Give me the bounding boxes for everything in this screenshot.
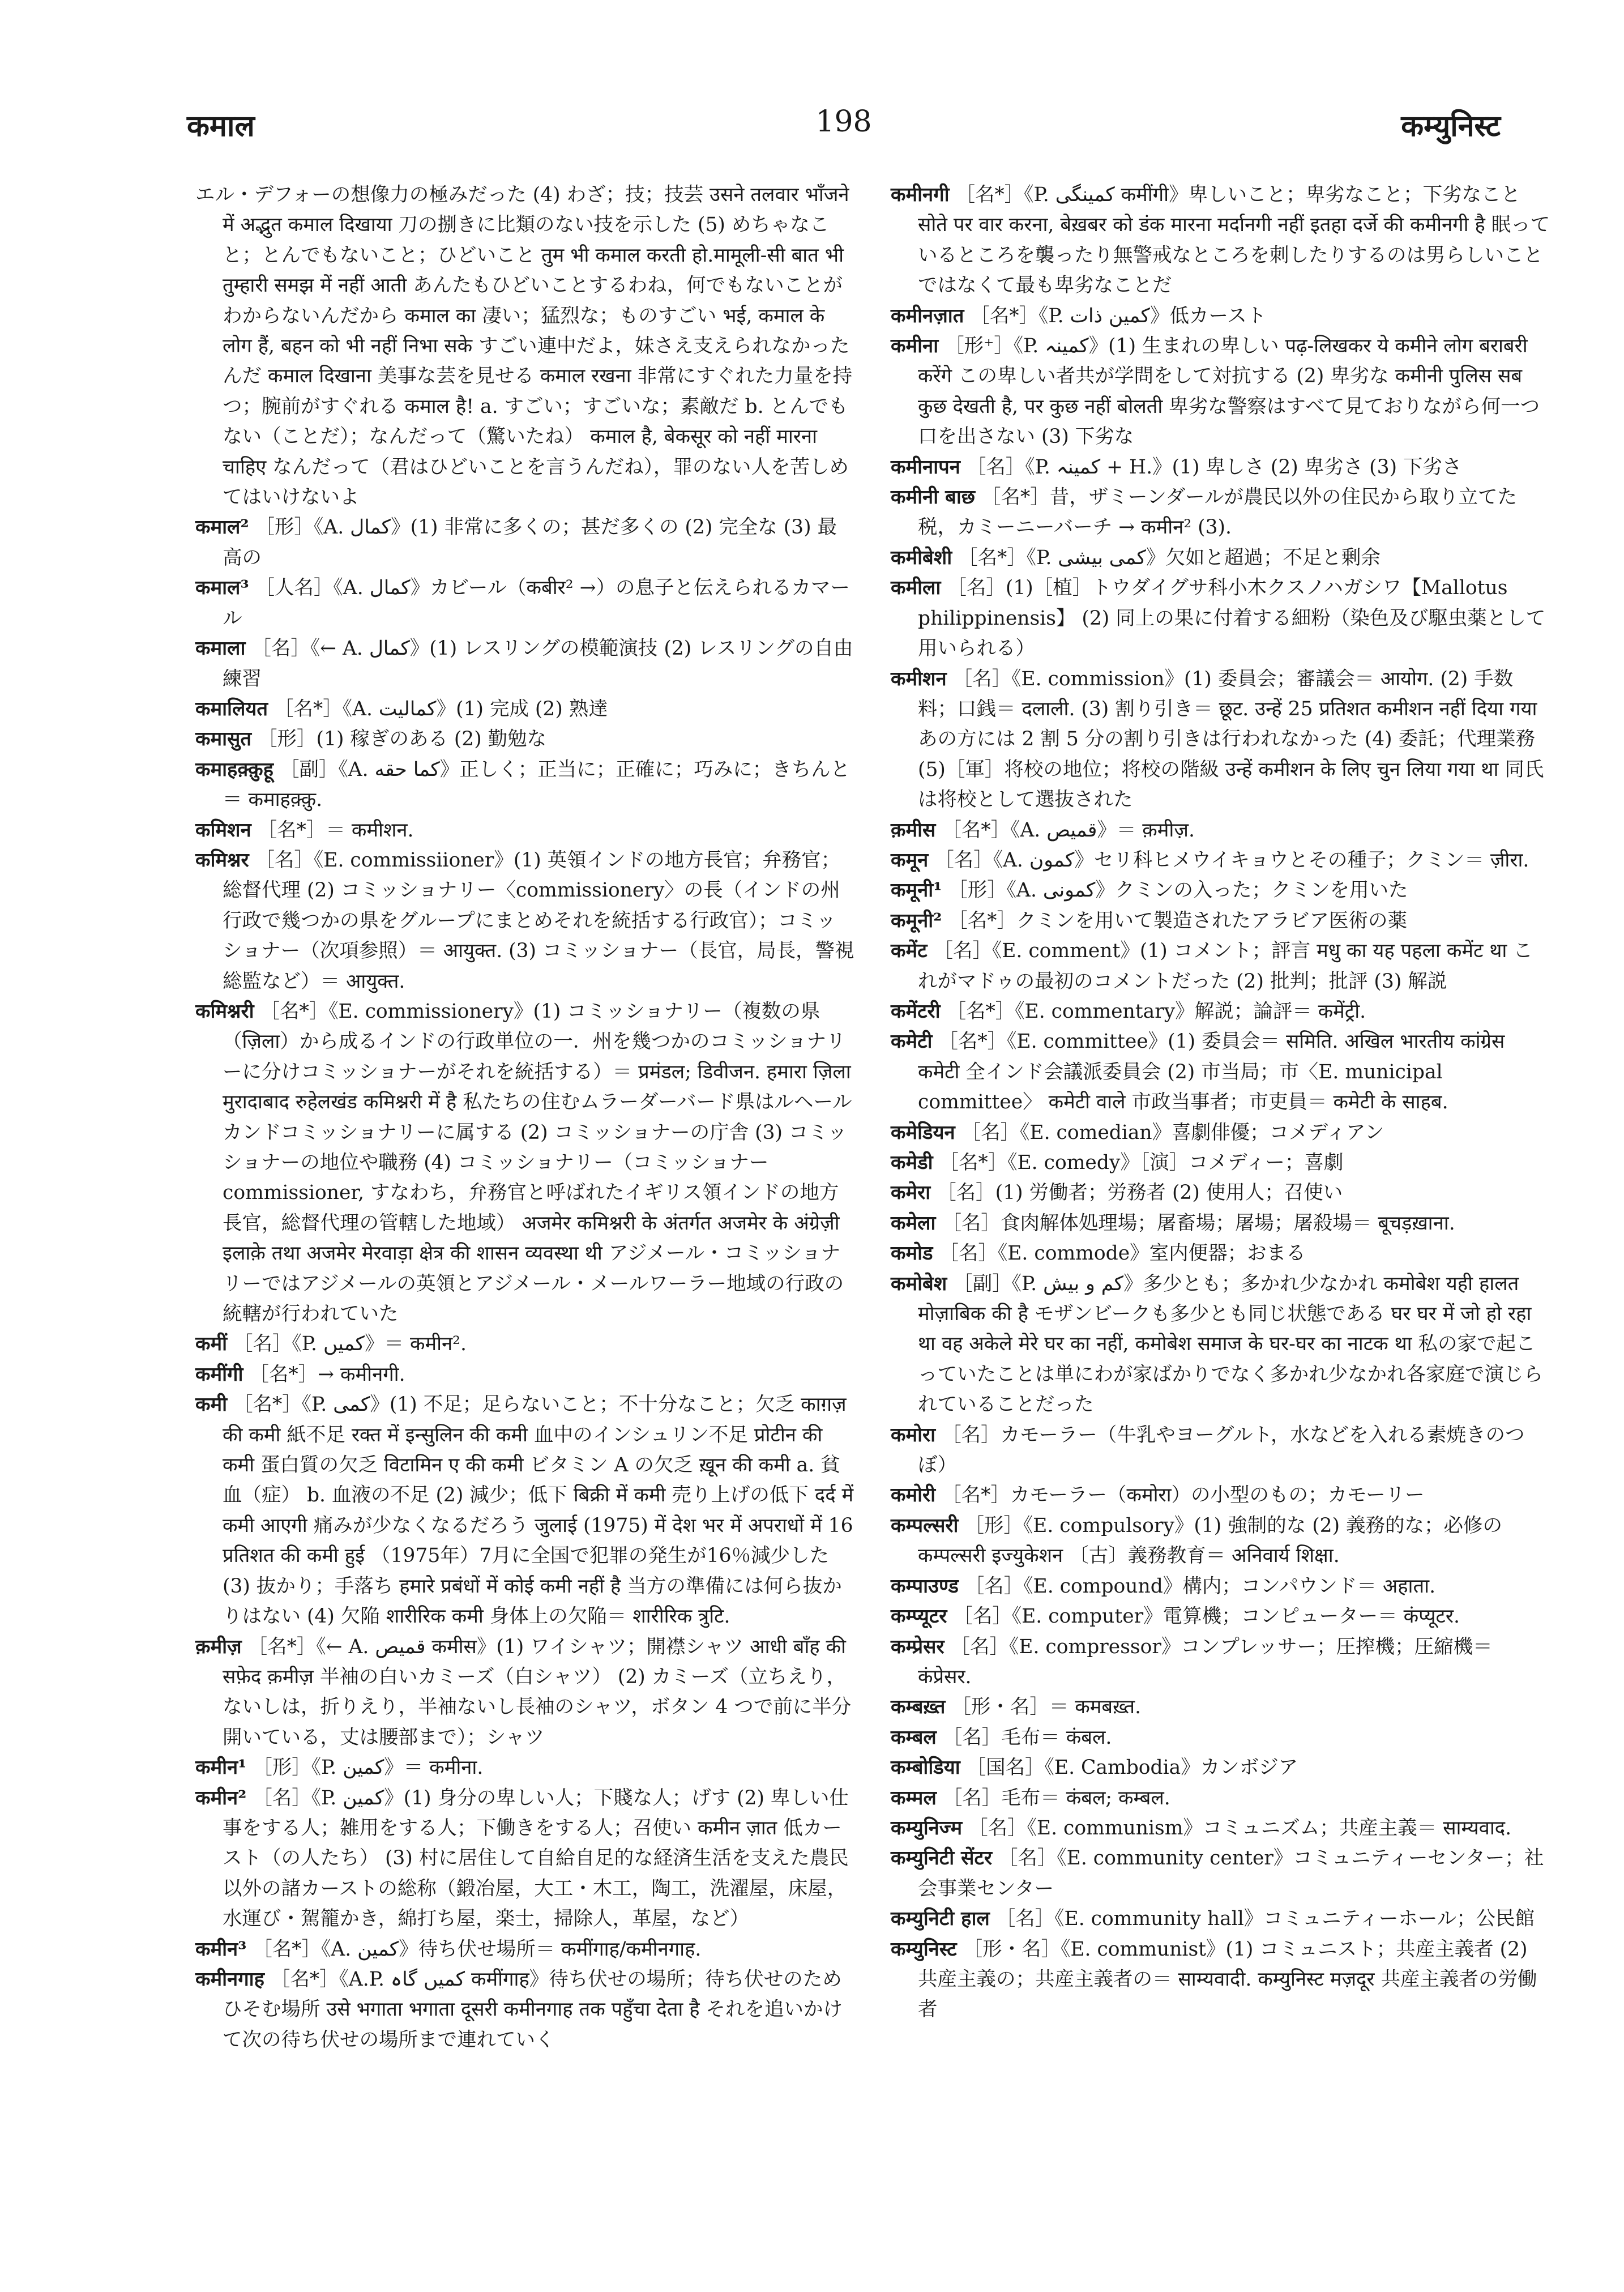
dictionary-entry [195, 694, 855, 724]
entry-definition: ［名*］《P. کمی بیشی》欠如と超過；不足と剰余 [958, 546, 1381, 569]
entry-definition: ［人名］《A. کمال》カビール（कबीर² →）の息子と伝えられるカマール [223, 577, 850, 630]
dictionary-entry [891, 1148, 1550, 1178]
entry-definition: ［名］《E. commission》(1) 委員会；審議会＝ आयोग. (2) 手数料；口銭＝ दलाली. (3) 割り引き＝ छूट. उन्हें 25 प्रतिशत कमीशन नहीं दिया गया あの方には 2 割 5 分の割り引きは行われなかった (4) 委託；代理業務 (5)［軍］将校の地位；将校の階級 उन्हें कमीशन के लिए चुन लिया गया था 同氏は将校として選抜された [918, 667, 1544, 812]
entry-headword: कम्प्यूटर [891, 1605, 947, 1628]
dictionary-entry [195, 1783, 855, 1935]
entry-headword: कमाल³ [195, 577, 249, 600]
entry-headword: कमेंट [891, 940, 928, 963]
entry-definition: ［名*］カモーラー（कमोरा）の小型のもの；カモーリー [942, 1484, 1425, 1507]
left-column [195, 180, 855, 2055]
entry-definition: ［名］《E. compressor》コンプレッサー；圧搾機；圧縮機＝ कंप्रेसर. [918, 1635, 1493, 1688]
entry-headword: क़मीज़ [195, 1635, 242, 1658]
entry-headword: कमीनापन [891, 455, 960, 479]
entry-definition: ［副］《A. کما حقه》正しく；正当に；正確に；巧みに；きちんと＝ कमाहक़्क़ु. [223, 758, 851, 812]
entry-definition: ［名*］《E. committee》(1) 委員会＝ समिति. अखिल भारतीय कांग्रेस कमेटी 全インド会議派委員会 (2) 市当局；市〈E. municipal committee〉 कमेटी वाले 市政当事者；市吏員＝ कमेटी के साहब. [918, 1030, 1505, 1114]
running-header [187, 105, 1501, 150]
dictionary-entry [891, 876, 1550, 906]
dictionary-entry [891, 543, 1550, 573]
entry-definition: ［名*］《A.P. کمیں گاہ कमींगाह》待ち伏せの場所；待ち伏せのためひそむ場所 उसे भगाता भगाता दूसरी कमीनगाह तक पहुँचा देता है それを追いかけて次の待ち伏せの場所まで連れていく [223, 1967, 843, 2051]
entry-headword: कमूनी¹ [891, 879, 942, 902]
dictionary-entry [891, 1602, 1550, 1632]
entry-definition: ［形⁺］《P. کمینہ》(1) 生まれの卑しい पढ़-लिखकर ये कमीने लोग बराबरी करेंगे この卑しい者共が学問をして対抗する (2) 卑劣な कमीनी पुलिस सब कुछ देखती है, पर कुछ नहीं बोलती 卑劣な警察はすべて見ておりながら何一つ口を出さない (3) 下劣な [918, 335, 1540, 449]
dictionary-entry [891, 1632, 1550, 1693]
entry-definition: ［名］《E. computer》電算機；コンピューター＝ कंप्यूटर. [953, 1605, 1460, 1628]
dictionary-entry [891, 301, 1550, 331]
entry-definition: ［名］《E. community center》コミュニティーセンター；社会事業センター [918, 1847, 1544, 1900]
entry-definition: ［名］《E. commissiioner》(1) 英領インドの地方長官；弁務官；総督代理 (2) コミッショナリー〈commissionery〉の長（インドの州行政で幾つかの県をグループにまとめそれを統括する行政官）；コミッショナー（次項参照）＝ आयुक्त. (3) コミッショナー（長官，局長，警視総監など）＝ आयुक्त. [223, 848, 854, 993]
dictionary-entry [891, 1480, 1550, 1510]
dictionary-entry [891, 1027, 1550, 1117]
entry-definition: ［名*］→ कमीनगी. [249, 1363, 405, 1386]
dictionary-entry [195, 180, 855, 513]
entry-definition: ［名*］《A. قمیص》＝ क़मीज़. [942, 818, 1195, 842]
entry-headword: कमासुत [195, 728, 252, 751]
dictionary-entry [195, 1390, 855, 1632]
entry-headword: कमाला [195, 637, 246, 660]
entry-headword: कमाल² [195, 516, 249, 539]
entry-headword: कमीनगी [891, 183, 950, 206]
dictionary-entry [195, 755, 855, 816]
entry-definition: ［名］(1) 労働者；労務者 (2) 使用人；召使い [937, 1181, 1343, 1205]
dictionary-entry [195, 1329, 855, 1359]
entry-headword: कमीनज़ात [891, 304, 964, 327]
entry-headword: कमेडियन [891, 1121, 955, 1144]
entry-headword: कम्बख़्त [891, 1696, 946, 1719]
entry-headword: कमीशन [891, 667, 947, 690]
dictionary-entry [891, 1269, 1550, 1420]
dictionary-entry [891, 483, 1550, 543]
entry-definition: ［名］《E. comedian》喜劇俳優；コメディアン [961, 1121, 1384, 1144]
entry-headword: कमेंटरी [891, 1000, 941, 1023]
entry-headword: कम्पाउण्ड [891, 1574, 959, 1598]
entry-headword: कमोबेश [891, 1272, 947, 1295]
entry-headword: कमी [195, 1393, 228, 1416]
entry-definition: ［形］《A. کمونی》クミンの入った；クミンを用いた [948, 879, 1408, 902]
dictionary-entry [891, 180, 1550, 301]
entry-definition: ［名］《A. کمون》セリ科ヒメウイキョウとその種子；クミン＝ ज़ीरा. [934, 848, 1529, 872]
dictionary-entry [891, 1239, 1550, 1269]
entry-headword: कमेरा [891, 1181, 931, 1205]
entry-headword: कमेटी [891, 1030, 933, 1053]
entry-headword: कमोरा [891, 1423, 936, 1446]
entry-headword: क़मीस [891, 818, 936, 842]
entry-headword: कम्युनिटी हाल [891, 1907, 990, 1931]
entry-headword: कमोरी [891, 1484, 936, 1507]
entry-definition: ［名*］《P. کمی》(1) 不足；足らないこと；不十分なこと；欠乏 काग़ज़ की कमी 紙不足 रक्त में इन्सुलिन की कमी 血中のインシュリン不足 प्रोटीन की कमी 蛋白質の欠乏 विटामिन ए की कमी ビタミン A の欠乏 ख़ून की कमी a. 貧血（症） b. 血液の不足 (2) 減少；低下 बिक्री में कमी 売り上げの低下 दर्द में कमी आएगी 痛みが少なくなるだろう जुलाई (1975) में देश भर में अपराधों में 16 प्रतिशत की कमी हुई （1975年）7月に全国で犯罪の発生が16％減少した (3) 抜かり；手落ち हमारे प्रबंधों में कोई कमी नहीं है 当方の準備には何ら抜かりはない (4) 欠陥 शारीरिक कमी 身体上の欠陥＝ शारीरिक त्रुटि. [223, 1393, 854, 1628]
entry-definition: ［名］食肉解体処理場；屠畜場；屠場；屠殺場＝ बूचड़ख़ाना. [942, 1211, 1455, 1235]
entry-definition: ［名*］《P. کمین ذات》低カースト [970, 304, 1267, 327]
entry-headword: कमाहक़्क़ुहू [195, 758, 273, 781]
dictionary-entry [891, 453, 1550, 483]
entry-headword: कमून [891, 848, 929, 872]
entry-headword: कमीं [195, 1333, 228, 1356]
entry-definition: ［国名］《E. Cambodia》カンボジア [966, 1756, 1298, 1779]
dictionary-entry [195, 1632, 855, 1753]
dictionary-entry [891, 1511, 1550, 1572]
dictionary-entry [891, 936, 1550, 997]
entry-definition: ［形・名］＝ कमबख़्त. [951, 1696, 1142, 1719]
entry-headword: कमूनी² [891, 909, 942, 932]
entry-headword: कम्युनिस्ट [891, 1937, 957, 1961]
dictionary-entry [891, 1692, 1550, 1722]
dictionary-entry [195, 513, 855, 573]
entry-definition: ［名］カモーラー（牛乳やヨーグルト，水などを入れる素焼きのつぼ） [918, 1423, 1525, 1477]
entry-definition: ［名］(1)［植］トウダイグサ科小木クスノハガシワ【Mallotus philippinensis】 (2) 同上の果に付着する細粉（染色及び駆虫薬として用いられる） [918, 577, 1546, 660]
entry-definition: ［名］毛布＝ कंबल; कम्बल. [942, 1786, 1170, 1809]
entry-headword: कमीला [891, 577, 941, 600]
entry-headword: कमेडी [891, 1151, 933, 1174]
entry-headword: कमीन³ [195, 1937, 247, 1961]
entry-definition: ［名*］クミンを用いて製造されたアラビア医術の薬 [948, 909, 1408, 932]
dictionary-entry [195, 724, 855, 754]
entry-definition: ［名］《P. کمین》(1) 身分の卑しい人；下賤な人；げす (2) 卑しい仕事をする人；雑用をする人；下働きをする人；召使い कमीन ज़ात 低カースト（の人たち） (3) 村に居住して自給自足的な経済生活を支えた農民以外の諸カーストの総称（鍛冶屋，大工・木工，陶工，洗濯屋，床屋，水運び・駕籠かき，綿打ち屋，楽士，掃除人，革屋，など） [223, 1786, 849, 1931]
entry-definition: ［名］《E. commode》室内便器；おまる [939, 1242, 1306, 1265]
entry-headword: कमालियत [195, 697, 268, 720]
right-guide-word: कम्युनिस्ट [1401, 109, 1501, 143]
entry-definition: ［副］《P. کم و بیش》多少とも；多かれ少なかれ कमोबेश यही हालत मोज़ाबिक की है モザンビークも多少とも同じ状態である घर घर में जो हो रहा था वह अकेले मेरे घर का नहीं, कमोबेश समाज के घर-घर का नाटक था 私の家で起こっていたことは単にわが家ばかりでなく多かれ少なかれ各家庭で演じられていることだった [918, 1272, 1543, 1416]
dictionary-entry [195, 1935, 855, 1965]
entry-definition: ［名*］《E. commissionery》(1) コミッショナリー（複数の県（ज़िला）から成るインドの行政単位の一．州を幾つかのコミッショナリーに分けコミッショナーがそれを統括する）＝ प्रमंडल; डिवीजन. हमारा ज़िला मुरादाबाद रुहेलखंड कमिश्नरी में है 私たちの住むムラーダーバード県はルヘールカンドコミッショナリーに属する (2) コミッショナーの庁舎 (3) コミッショナーの地位や職務 (4) コミッショナリー（コミッショナー commissioner, すなわち，弁務官と呼ばれたイギリス領インドの地方長官，総督代理の管轄した地域） अजमेर कमिश्नरी के अंतर्गत अजमेर के अंग्रेज़ी इलाक़े तथा अजमेर मेरवाड़ा क्षेत्र की शासन व्यवस्था थी アジメール・コミッショナリーではアジメールの英領とアジメール・メールワーラー地域の行政の統轄が行われていた [223, 1000, 852, 1326]
dictionary-entry [891, 1420, 1550, 1481]
entry-headword: कम्युनिटी सेंटर [891, 1847, 992, 1870]
entry-headword: कमोड [891, 1242, 933, 1265]
entry-headword: कमेला [891, 1211, 936, 1235]
dictionary-entry [891, 1209, 1550, 1239]
entry-headword: कम्पल्सरी [891, 1514, 959, 1537]
entry-headword: कम्मल [891, 1786, 937, 1809]
entry-headword: कम्बल [891, 1726, 937, 1749]
dictionary-entry [195, 634, 855, 694]
dictionary-entry [891, 816, 1550, 846]
dictionary-entry [891, 664, 1550, 816]
dictionary-entry [891, 1178, 1550, 1208]
dictionary-entry [195, 1965, 855, 2055]
dictionary-entry [195, 997, 855, 1329]
dictionary-entry [891, 906, 1550, 936]
entry-definition: エル・デフォーの想像力の極みだった (4) わざ；技；技芸 उसने तलवार भाँजने में अद्भुत कमाल दिखाया 刀の捌きに比類のない技を示した (5) めちゃなこと；とんでもないこと；ひどいこと तुम भी कमाल करती हो.मामूली-सी बात भी तुम्हारी समझ में नहीं आती あんたもひどいことするわね，何でもないことがわからないんだから कमाल का 凄い；猛烈な；ものすごい भई, कमाल के लोग हैं, बहन को भी नहीं निभा सके すごい連中だよ，妹さえ支えられなかったんだ कमाल दिखाना 美事な芸を見せる कमाल रखना 非常にすぐれた力量を持つ；腕前がすぐれる कमाल है! a. すごい；すごいな；素敵だ b. とんでもない（ことだ）；なんだって（驚いたね） कमाल है, बेकसूर को नहीं मारना चाहिए なんだって（君はひどいことを言うんだね），罪のない人を苦しめてはいけないよ [195, 183, 853, 509]
dictionary-entry [195, 573, 855, 634]
entry-definition: ［名*］＝ कमीशन. [257, 818, 414, 842]
entry-definition: ［名*］《A. کمالیت》(1) 完成 (2) 熟達 [274, 697, 608, 720]
entry-definition: ［名*］《← A. قمیص कमीस》(1) ワイシャツ；開襟シャツ आधी बाँह की सफ़ेद क़मीज़ 半袖の白いカミーズ（白シャツ） (2) カミーズ（立ちえり，ないしは，折りえり，半袖ないし長袖のシャツ，ボタン 4 つで前に半分開いている，丈は腰部まで）；シャツ [223, 1635, 852, 1749]
entry-headword: कम्बोडिया [891, 1756, 960, 1779]
dictionary-entry [891, 1904, 1550, 1934]
dictionary-entry [195, 846, 855, 997]
dictionary-entry [891, 846, 1550, 876]
entry-headword: कमीनगाह [195, 1967, 264, 1991]
entry-definition: ［名］《P. کمیں》＝ कमीन². [233, 1333, 467, 1356]
entry-headword: कमींगी [195, 1363, 243, 1386]
entry-definition: ［形］《A. کمال》(1) 非常に多くの；甚だ多くの (2) 完全な (3) 最高の [223, 516, 837, 569]
right-column [891, 180, 1550, 2025]
dictionary-entry [195, 1360, 855, 1390]
entry-definition: ［名］《E. compound》構内；コンパウンド＝ अहाता. [964, 1574, 1436, 1598]
entry-headword: कमीन² [195, 1786, 247, 1809]
entry-definition: ［名*］《A. کمین》待ち伏せ場所＝ कमींगाह/कमीनगाह. [253, 1937, 702, 1961]
entry-headword: कमीन¹ [195, 1756, 247, 1779]
dictionary-entry [195, 816, 855, 846]
dictionary-entry [891, 1572, 1550, 1602]
entry-headword: कमीबेशी [891, 546, 952, 569]
dictionary-entry [891, 331, 1550, 453]
entry-headword: कमीनी बाछ [891, 486, 975, 509]
entry-definition: ［形］《E. compulsory》(1) 強制的な (2) 義務的な；必修の कम्पल्सरी इज्युकेशन 〔古〕義務教育＝ अनिवार्य शिक्षा. [918, 1514, 1503, 1568]
entry-definition: ［名］毛布＝ कंबल. [942, 1726, 1112, 1749]
dictionary-entry [891, 997, 1550, 1027]
dictionary-entry [891, 1753, 1550, 1783]
entry-definition: ［名*］《E. commentary》解説；論評＝ कमेंट्री. [946, 1000, 1366, 1023]
entry-definition: ［名］《E. communism》コミュニズム；共産主義＝ साम्यवाद. [968, 1816, 1512, 1839]
dictionary-entry [891, 1723, 1550, 1753]
entry-definition: ［形］《P. کمین》＝ कमीना. [253, 1756, 484, 1779]
entry-headword: कम्प्रेसर [891, 1635, 945, 1658]
page-number: 198 [815, 105, 872, 139]
dictionary-entry [195, 1753, 855, 1783]
entry-definition: ［名］《P. کمینہ + H.》(1) 卑しさ (2) 卑劣さ (3) 下劣さ [966, 455, 1462, 479]
dictionary-entry [891, 1813, 1550, 1843]
entry-headword: कमिशन [195, 818, 251, 842]
dictionary-entry [891, 1843, 1550, 1904]
entry-headword: कमिश्नर [195, 848, 249, 872]
entry-definition: ［名*］昔，ザミーンダールが農民以外の住民から取り立てた税，カミーニーバーチ → कमीन² (3). [918, 486, 1517, 539]
dictionary-entry [891, 1118, 1550, 1148]
dictionary-entry [891, 573, 1550, 664]
entry-definition: ［形］(1) 稼ぎのある (2) 勤勉な [258, 728, 547, 751]
entry-definition: ［名*］《P. کمینگی कमींगी》卑しいこと；卑劣なこと；下劣なこと सोते पर वार करना, बेख़बर को डंक मारना मर्दानगी नहीं इतहा दर्जे की कमीनगी है 眠っているところを襲ったり無警戒なところを刺したりするのは男らしいことではなくて最も卑劣なことだ [918, 183, 1550, 297]
dictionary-entry [891, 1935, 1550, 2025]
left-guide-word: कमाल [187, 109, 255, 143]
entry-definition: ［形・名］《E. communist》(1) コミュニスト；共産主義者 (2) 共産主義の；共産主義者の＝ साम्यवादी. कम्युनिस्ट मज़दूर 共産主義者の労働者 [918, 1937, 1537, 2021]
entry-headword: कमीना [891, 335, 939, 358]
dictionary-entry [891, 1783, 1550, 1813]
entry-definition: ［名］《E. comment》(1) コメント；評言 मधु का यह पहला कमेंट था これがマドゥの最初のコメントだった (2) 批判；批評 (3) 解説 [918, 940, 1533, 993]
entry-headword: कमिश्नरी [195, 1000, 254, 1023]
entry-definition: ［名］《E. community hall》コミュニティーホール；公民館 [995, 1907, 1535, 1931]
entry-definition: ［名*］《E. comedy》［演］コメディー；喜劇 [939, 1151, 1344, 1174]
entry-headword: कम्युनिज्म [891, 1816, 963, 1839]
entry-definition: ［名］《← A. کمال》(1) レスリングの模範演技 (2) レスリングの自由練習 [223, 637, 853, 690]
